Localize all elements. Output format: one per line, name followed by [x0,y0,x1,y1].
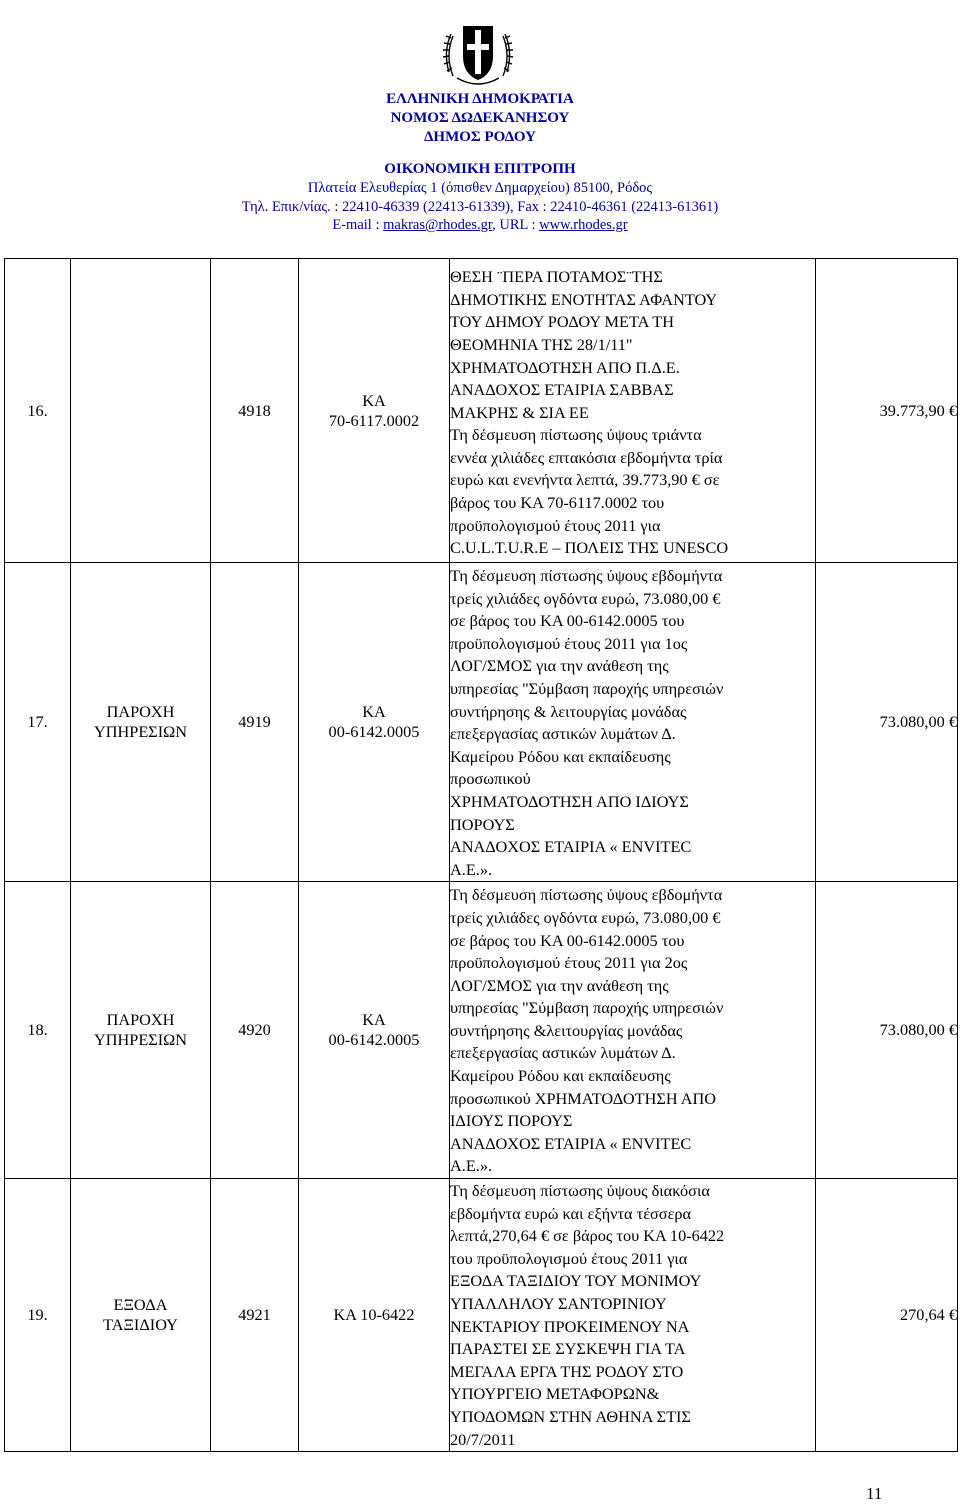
description-line: ΤΟΥ ΔΗΜΟΥ ΡΟΔΟΥ ΜΕΤΑ ΤΗ [450,312,674,332]
table-row [5,882,958,1179]
header-country: ΕΛΛΗΝΙΚΗ ΔΗΜΟΚΡΑΤΙΑ [386,91,574,107]
greek-coat-of-arms-icon [439,12,517,90]
description-line: προϋπολογισμού έτους 2011 για 2ος [450,953,688,973]
header-phones: Τηλ. Επικ/νίας. : 22410-46339 (22413-61339), Fax : 22410-46361 (22413-61361) [241,199,719,215]
category-line: ΕΞΟΔΑ [113,1295,168,1315]
description-line: Τη δέσμευση πίστωσης ύψους εβδομήντα [450,885,723,905]
description-line: ΔΗΜΟΤΙΚΗΣ ΕΝΟΤΗΤΑΣ ΑΦΑΝΤΟΥ [450,289,718,309]
budget-code [299,1179,450,1452]
category-line: ΤΑΞΙΔΙΟΥ [103,1315,178,1335]
description-line: λεπτά,270,64 € σε βάρος του ΚΑ 10-6422 [450,1226,725,1246]
budget-code-line: ΚΑ [362,1010,386,1030]
description [450,1179,816,1452]
amount: 39.773,90 € [816,259,958,563]
description-line: 20/7/2011 [450,1429,516,1449]
protocol-number: 4920 [211,882,299,1179]
description [450,563,816,882]
description-line: Τη δέσμευση πίστωσης ύψους τριάντα [450,425,702,445]
category-line: ΠΑΡΟΧΗ [106,702,175,722]
header-prefecture: ΝΟΜΟΣ ΔΩΔΕΚΑΝΗΣΟΥ [390,110,570,126]
category-line: ΠΑΡΟΧΗ [106,1010,175,1030]
description-line: Τη δέσμευση πίστωσης ύψους διακόσια [450,1181,710,1201]
email-link[interactable]: makras@rhodes.gr [383,217,493,233]
budget-code-line: 70-6117.0002 [328,410,420,430]
budget-code-line: ΚΑ 10-6422 [333,1305,415,1325]
description-line: ΛΟΓ/ΣΜΟΣ για την ανάθεση της [450,975,669,995]
description-line: υπηρεσίας "Σύμβαση παροχής υπηρεσιών [450,998,724,1018]
email-label: E-mail : [332,217,384,233]
description-line: συντήρησης &λειτουργίας μονάδας [450,1020,683,1040]
description-line: ΝΕΚΤΑΡΙΟΥ ΠΡΟΚΕΙΜΕΝΟΥ ΝΑ [450,1316,690,1336]
page-number: 11 [866,1484,883,1503]
description-line: ΥΠΑΛΛΗΛΟΥ ΣΑΝΤΟΡΙΝΙΟΥ [450,1294,667,1313]
description-line: επεξεργασίας αστικών λυμάτων Δ. [450,724,676,744]
description-line: υπηρεσίας "Σύμβαση παροχής υπηρεσιών [450,678,724,698]
description-line: ΜΕΓΑΛΑ ΕΡΓΑ ΤΗΣ ΡΟΔΟΥ ΣΤΟ [450,1361,684,1381]
description-line: ΘΕΣΗ ¨ΠΕΡΑ ΠΟΤΑΜΟΣ¨ΤΗΣ [450,267,663,287]
description-line: βάρος του ΚΑ 70-6117.0002 του [450,493,665,513]
table-row [5,563,958,882]
row-number: 17. [5,563,71,882]
description-line: ΠΟΡΟΥΣ [450,814,515,834]
budget-code [299,882,450,1179]
amount: 73.080,00 € [816,563,958,882]
description-line: προσωπικού ΧΡΗΜΑΤΟΔΟΤΗΣΗ ΑΠΟ [450,1088,717,1108]
description-line: ΙΔΙΟΥΣ ΠΟΡΟΥΣ [450,1111,573,1131]
description-line: ΘΕΟΜΗΝΙΑ ΤΗΣ 28/1/11" [450,334,633,354]
budget-code [299,563,450,882]
url-label: , URL : [492,217,540,233]
header-address: Πλατεία Ελευθερίας 1 (όπισθεν Δημαρχείου) 85100, Ρόδος [307,180,653,196]
budget-code-line: 00-6142.0005 [328,722,420,742]
expense-category [71,259,211,563]
expense-category [71,1179,211,1452]
expense-category [71,882,211,1179]
decisions-table [4,258,958,1452]
description-line: Α.Ε.». [450,1156,493,1176]
description-line: Καμείρου Ρόδου και εκπαίδευσης [450,1066,671,1086]
budget-code-line: ΚΑ [362,702,386,722]
protocol-number: 4919 [211,563,299,882]
description-line: ΜΑΚΡΗΣ & ΣΙΑ ΕΕ [450,402,589,422]
description-line: εννέα χιλιάδες επτακόσια εβδομήντα τρία [450,447,723,467]
amount: 73.080,00 € [816,882,958,1179]
description-line: προσωπικού [450,769,531,789]
description-line: συντήρησης & λειτουργίας μονάδας [450,701,687,721]
description-line: επεξεργασίας αστικών λυμάτων Δ. [450,1043,676,1063]
description-line: ΥΠΟΔΟΜΩΝ ΣΤΗΝ ΑΘΗΝΑ ΣΤΙΣ [450,1406,691,1426]
description-line: ΛΟΓ/ΣΜΟΣ για την ανάθεση της [450,656,669,676]
description-line: ΑΝΑΔΟΧΟΣ ΕΤΑΙΡΙΑ « ENVITEC [450,1133,692,1153]
row-number: 18. [5,882,71,1179]
description-line: ΠΑΡΑΣΤΕΙ ΣΕ ΣΥΣΚΕΨΗ ΓΙΑ ΤΑ [450,1339,686,1359]
description [450,259,816,563]
budget-code-line: ΚΑ [362,390,386,410]
table-row [5,259,958,563]
category-line: ΥΠΗΡΕΣΙΩΝ [93,1030,188,1050]
description-line: τρείς χιλιάδες ογδόντα ευρώ, 73.080,00 € [450,588,721,608]
description-line: Καμείρου Ρόδου και εκπαίδευσης [450,746,671,766]
description [450,882,816,1179]
description-line: του προϋπολογισμού έτους 2011 για [450,1248,688,1268]
header-committee: ΟΙΚΟΝΟΜΙΚΗ ΕΠΙΤΡΟΠΗ [384,161,576,177]
description-line: εβδομήντα ευρώ και εξήντα τέσσερα [450,1203,692,1223]
description-line: ΑΝΑΔΟΧΟΣ ΕΤΑΙΡΙΑ « ENVITEC [450,837,692,857]
description-line: τρείς χιλιάδες ογδόντα ευρώ, 73.080,00 € [450,907,721,927]
table-row [5,1179,958,1452]
description-line: ΥΠΟΥΡΓΕΙΟ ΜΕΤΑΦΟΡΩΝ& [450,1384,660,1404]
protocol-number: 4921 [211,1179,299,1452]
website-link[interactable]: www.rhodes.gr [539,217,628,233]
category-line: ΥΠΗΡΕΣΙΩΝ [93,722,188,742]
description-line: προϋπολογισμού έτους 2011 για 1ος [450,633,688,653]
description-line: C.U.L.T.U.R.E – ΠΟΛΕΙΣ ΤΗΣ UNESCO [450,538,729,558]
header-contact [0,217,960,234]
description-line: ΧΡΗΜΑΤΟΔΟΤΗΣΗ ΑΠΟ ΙΔΙΟΥΣ [450,791,689,811]
description-line: ΑΝΑΔΟΧΟΣ ΕΤΑΙΡΙΑ ΣΑΒΒΑΣ [450,380,674,400]
budget-code-line: 00-6142.0005 [328,1030,420,1050]
header-municipality: ΔΗΜΟΣ ΡΟΔΟΥ [424,129,536,145]
description-line: προϋπολογισμού έτους 2011 για [450,515,661,535]
description-line: Τη δέσμευση πίστωσης ύψους εβδομήντα [450,566,723,585]
amount: 270,64 € [816,1179,958,1452]
description-line: σε βάρος του ΚΑ 00-6142.0005 του [450,930,685,950]
description-line: ΕΞΟΔΑ ΤΑΞΙΔΙΟΥ ΤΟΥ ΜΟΝΙΜΟΥ [450,1271,702,1291]
row-number: 16. [5,259,71,563]
row-number: 19. [5,1179,71,1452]
description-line: ευρώ και ενενήντα λεπτά, 39.773,90 € σε [450,470,720,490]
description-line: Α.Ε.». [450,859,493,879]
expense-category [71,563,211,882]
budget-code [299,259,450,563]
description-line: ΧΡΗΜΑΤΟΔΟΤΗΣΗ ΑΠΟ Π.Δ.Ε. [450,357,680,377]
description-line: σε βάρος του ΚΑ 00-6142.0005 του [450,611,685,631]
protocol-number: 4918 [211,259,299,563]
